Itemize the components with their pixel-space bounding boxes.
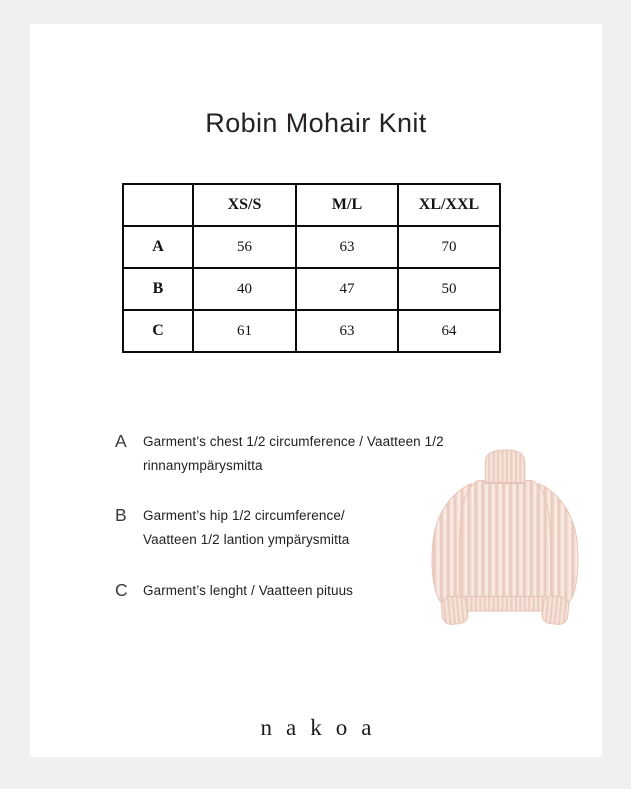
size-table-header-m-l: M/L <box>296 184 398 226</box>
sweater-left-cuff <box>440 595 468 625</box>
row-label-a: A <box>123 226 193 268</box>
legend-text-a-line2: rinnanympärysmitta <box>143 457 263 473</box>
cell-c-xl-xxl: 64 <box>398 310 500 352</box>
legend-text-c <box>143 579 353 603</box>
cell-c-xs-s: 61 <box>193 310 296 352</box>
row-label-b: B <box>123 268 193 310</box>
cell-b-xs-s: 40 <box>193 268 296 310</box>
sweater-right-cuff <box>541 595 569 625</box>
legend-text-b-line2: Vaatteen 1/2 lantion ympärysmitta <box>143 531 350 547</box>
cell-b-xl-xxl: 50 <box>398 268 500 310</box>
size-table-row-b <box>123 268 500 310</box>
legend-text-b-line1: Garment’s hip 1/2 circumference/ <box>143 508 345 523</box>
cell-a-xl-xxl: 70 <box>398 226 500 268</box>
size-table-row-c <box>123 310 500 352</box>
measurement-legend-item-b <box>115 504 349 551</box>
size-table-corner-cell <box>123 184 193 226</box>
size-table-header-row <box>123 184 500 226</box>
row-label-c: C <box>123 310 193 352</box>
sweater-body <box>460 481 551 599</box>
sweater-illustration <box>425 448 585 626</box>
legend-text-b <box>143 504 349 551</box>
size-table <box>122 183 501 353</box>
sweater-collar <box>485 450 525 484</box>
cell-a-m-l: 63 <box>296 226 398 268</box>
size-table-row-a <box>123 226 500 268</box>
product-title: Robin Mohair Knit <box>205 108 427 138</box>
size-table-header-xl-xxl: XL/XXL <box>398 184 500 226</box>
legend-text-c-line1: Garment’s lenght / Vaatteen pituus <box>143 583 354 598</box>
cell-a-xs-s: 56 <box>193 226 296 268</box>
measurement-legend-item-a <box>115 430 444 477</box>
legend-letter-c: C <box>115 580 128 600</box>
legend-letter-a: A <box>115 431 127 451</box>
legend-text-a-line1: Garment’s chest 1/2 circumference / Vaatteen 1/2 <box>143 434 444 449</box>
measurement-legend-item-c <box>115 579 353 603</box>
legend-letter-b: B <box>115 505 127 525</box>
cell-b-m-l: 47 <box>296 268 398 310</box>
brand-logo: nakoa <box>260 715 386 740</box>
product-image-sweater <box>425 448 585 626</box>
cell-c-m-l: 63 <box>296 310 398 352</box>
size-table-header-xs-s: XS/S <box>193 184 296 226</box>
legend-text-a <box>143 430 444 477</box>
sweater-hem-band <box>462 596 547 611</box>
size-guide-card <box>30 24 602 757</box>
